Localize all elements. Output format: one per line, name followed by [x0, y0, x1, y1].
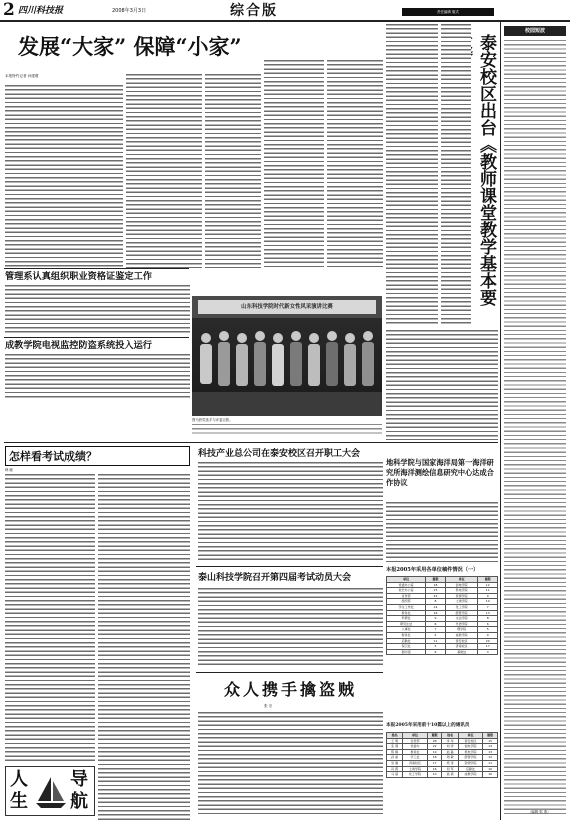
table2-cell: 高 燕 [442, 772, 458, 778]
table1-cell: 教务处 [387, 610, 426, 616]
divider-2 [4, 337, 189, 338]
table2-cell: 11 [483, 760, 498, 766]
table1-cell: 泰安校区 [445, 638, 478, 644]
divider-1 [4, 268, 189, 269]
table2-cell: 机电学院 [458, 749, 483, 755]
table2-header-cell: 姓名 [387, 733, 403, 739]
mgmt-text [5, 285, 190, 335]
table1-header-cell: 单位 [387, 577, 426, 583]
table2-cell: 赵 磊 [442, 749, 458, 755]
lead-col2-text [126, 74, 202, 268]
taizhou-text [198, 588, 383, 666]
exam-headline-box [5, 446, 190, 466]
lead-col3-text [205, 74, 261, 268]
table1-cell: 保卫处 [387, 644, 426, 650]
table1-cell: 6 [426, 649, 446, 655]
divider-5 [196, 672, 383, 673]
event-photo [192, 296, 382, 416]
table1-cell: 后勤处 [387, 638, 426, 644]
table1-cell: 9 [426, 616, 446, 622]
table1-cell: 11 [426, 638, 446, 644]
table1-cell: 8 [426, 599, 446, 605]
teaching-article-below [386, 330, 498, 440]
table1-cell: 6 [426, 621, 446, 627]
table2-cell: 后勤处 [458, 766, 483, 772]
guide-char-sheng: 生 [10, 791, 28, 812]
table1-cell: 9 [478, 593, 498, 599]
table1-cell: 4 [426, 632, 446, 638]
table1-header-cell: 篇数 [426, 577, 446, 583]
exam-byline: 韩 献 [5, 468, 13, 472]
table2-row [387, 772, 498, 778]
lead-col5-text [327, 60, 383, 268]
teaching-article-col2 [441, 24, 471, 324]
table1-cell: 7 [426, 627, 446, 633]
table1-cell: 机电学院 [445, 588, 478, 594]
mgmt-headline: 管理系认真组织职业资格证鉴定工作 [5, 271, 152, 282]
table1-cell: 党委办公室 [387, 582, 426, 588]
table1-cell: 组织部 [387, 599, 426, 605]
section-name: 综合版 [230, 3, 278, 19]
table2-title: 本报2005年采用前十10篇以上的通讯员 [386, 723, 470, 728]
sailboat-icon [34, 775, 68, 811]
teaching-headline: 泰安校区出台《教师课堂教学基本要 [476, 34, 496, 306]
photo-caption: 图为获奖选手与评委合影。 [192, 418, 233, 422]
table1-cell: 8 [478, 616, 498, 622]
table1-cell: 20 [478, 638, 498, 644]
exam-text-col2 [98, 474, 190, 820]
table2-cell: 学工处 [403, 755, 428, 761]
photo-caption-lines [192, 424, 382, 436]
table1-cell: 外语学院 [445, 621, 478, 627]
table2-cell: 28 [427, 738, 442, 744]
exam-headline: 怎样看考试成绩？ [9, 450, 97, 463]
industry-text [198, 462, 383, 562]
table1-cell: 人事处 [387, 627, 426, 633]
table1-cell: 成教学院 [445, 632, 478, 638]
table1-cell: 经管学院 [445, 610, 478, 616]
table1-cell: 3 [478, 649, 498, 655]
table1-row [387, 649, 498, 655]
teaching-article-col1 [386, 24, 438, 324]
tv-text [5, 354, 190, 400]
table2-cell: 王 明 [387, 738, 403, 744]
table2-cell: 土建学院 [403, 766, 428, 772]
table1-cell: 资源学院 [445, 593, 478, 599]
table1-header-cell: 单位 [445, 577, 478, 583]
table1-cell: 济南校区 [445, 644, 478, 650]
guide-char-ren: 人 [10, 769, 28, 790]
right-column-border [500, 22, 501, 820]
table2-header-cell: 篇数 [483, 733, 498, 739]
table2-cell: 李 华 [442, 738, 458, 744]
table2-cell: 15 [483, 738, 498, 744]
table1-header-cell: 篇数 [478, 577, 498, 583]
table2-cell: 吴 刚 [387, 760, 403, 766]
masthead-rule [0, 20, 570, 22]
lead-col4-text [264, 60, 324, 268]
table1-cell: 7 [478, 604, 498, 610]
table2-cell: 刘 洋 [442, 744, 458, 750]
table1-cell: 校长办公室 [387, 588, 426, 594]
exam-text-col1 [5, 474, 95, 764]
table2-cell: 13 [483, 749, 498, 755]
thief-text [198, 712, 383, 816]
table1-cell: 16 [426, 610, 446, 616]
lead-col1-text [5, 135, 123, 267]
table1-cell: 10 [478, 599, 498, 605]
table1-cell: 12 [478, 582, 498, 588]
table1-cell: 土建学院 [445, 599, 478, 605]
table2-cell: 成教学院 [458, 772, 483, 778]
guide-char-dao: 导 [70, 769, 88, 790]
table2-cell: 化工学院 [403, 772, 428, 778]
table2-cell: 19 [427, 749, 442, 755]
table2-cell: 18 [427, 755, 442, 761]
table2-cell: 14 [483, 744, 498, 750]
table1-cell: 财务处 [387, 632, 426, 638]
right-column-header: 校园短波 [504, 26, 566, 36]
lead-byline: 本报特约记者 孙建增 [5, 74, 39, 78]
paper-name: 四川科技报 [18, 6, 64, 16]
right-banner: 责任编辑 版式 [402, 8, 494, 16]
lead-intro [5, 85, 123, 133]
table2-header-cell: 单位 [403, 733, 428, 739]
table1-cell: 5 [426, 644, 446, 650]
table2-cell: 冯 霞 [387, 766, 403, 772]
table2-cell: 22 [427, 744, 442, 750]
table1-cell: 文法学院 [445, 616, 478, 622]
table1-cell: 基建处 [445, 649, 478, 655]
geo-headline: 地科学院与国家海洋局第一海洋研究所海洋测绘信息研究中心达成合作协议 [386, 458, 494, 487]
table1-cell: 学生工作处 [387, 604, 426, 610]
table2-header-cell: 姓名 [442, 733, 458, 739]
table2-cell: 何 军 [442, 766, 458, 772]
photo-people [192, 320, 382, 416]
table2-cell: 宣传部 [403, 738, 428, 744]
right-column-text [504, 40, 566, 816]
issue-date: 2008年3月3日 [112, 8, 147, 14]
table2-cell: 张 强 [387, 744, 403, 750]
table1-cell: 22 [426, 593, 446, 599]
footer-note: （编辑 郭 燕） [528, 810, 551, 814]
tv-headline: 成教学院电视监控防盗系统投入运行 [5, 340, 152, 351]
thief-headline: 众人携手擒盗贼 [224, 680, 358, 699]
table1-cell: 9 [478, 632, 498, 638]
table2-cell: 信电学院 [458, 744, 483, 750]
table2-cell: 10 [483, 772, 498, 778]
table1-cell: 14 [426, 604, 446, 610]
table2-cell: 济南校区 [403, 760, 428, 766]
table2 [386, 732, 498, 778]
table2-header-cell: 单位 [458, 733, 483, 739]
table1-title: 本报2005年采用各单位稿件情况（一） [386, 567, 479, 573]
table2-cell: 马 超 [387, 772, 403, 778]
guide-char-hang: 航 [70, 791, 88, 812]
page-number: 2 [3, 0, 15, 20]
table2-cell: 陈 静 [387, 749, 403, 755]
table1-cell: 宣传部 [387, 593, 426, 599]
table2-cell: 郑 涛 [442, 760, 458, 766]
table1-cell: 图书馆 [387, 649, 426, 655]
table2-cell: 10 [483, 766, 498, 772]
table2-cell: 周 敏 [442, 755, 458, 761]
table2-cell: 泰安校区 [458, 738, 483, 744]
geo-text [386, 502, 498, 562]
table1-cell: 科研处 [387, 616, 426, 622]
table1-cell: 研究生处 [387, 621, 426, 627]
table2-cell: 12 [483, 755, 498, 761]
table1-cell: 18 [426, 582, 446, 588]
table1-cell: 15 [426, 588, 446, 594]
table2-cell: 17 [427, 760, 442, 766]
table1-cell: 化工学院 [445, 604, 478, 610]
divider-4 [196, 566, 383, 567]
table1-cell: 13 [478, 610, 498, 616]
table1 [386, 576, 498, 655]
thief-byline: 张 宗 [264, 704, 273, 708]
divider-3 [4, 442, 498, 443]
masthead [0, 0, 570, 22]
table2-cell: 教务处 [403, 749, 428, 755]
table2-cell: 经管学院 [458, 755, 483, 761]
table2-cell: 党委办 [403, 744, 428, 750]
taizhou-headline: 泰山科技学院召开第四届考试动员大会 [198, 573, 352, 583]
table2-cell: 10 [427, 772, 442, 778]
lead-headline: 发展“大家” 保障“小家” [18, 34, 242, 59]
industry-headline: 科技产业总公司在泰安校区召开职工大会 [198, 449, 361, 459]
table1-cell: 5 [478, 627, 498, 633]
guide-box [5, 766, 95, 816]
table1-cell: 11 [478, 588, 498, 594]
table1-cell: 信电学院 [445, 582, 478, 588]
photo-banner: 山东科技学院时代新女性风采演讲比赛 [198, 300, 376, 314]
table1-cell: 6 [478, 621, 498, 627]
table1-cell: 理学院 [445, 627, 478, 633]
table2-cell: 16 [427, 766, 442, 772]
table1-cell: 17 [478, 644, 498, 650]
table2-cell: 孙 丽 [387, 755, 403, 761]
table2-header-cell: 篇数 [427, 733, 442, 739]
table2-cell: 资源学院 [458, 760, 483, 766]
